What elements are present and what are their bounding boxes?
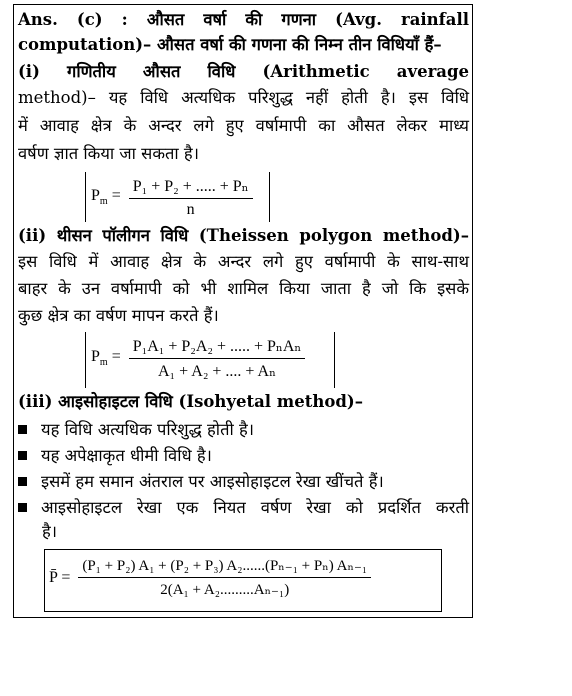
formula-numerator: P₁ + P₂ + ..... + Pₙ: [129, 176, 253, 199]
formula-lhs: P̄ =: [49, 568, 71, 586]
answer-heading: Ans. (c) : औसत वर्षा की गणना (Avg. rainfall: [18, 10, 469, 29]
method2-text-1: इस विधि में आवाह क्षेत्र के अन्दर लगे हुए वर्षामापी के साथ-साथ: [18, 252, 469, 271]
formula-lhs: $P_m$ =: [91, 348, 121, 369]
square-bullet-icon: [18, 503, 27, 512]
method2-heading: (ii) थीसन पॉलीगन विधि (Theissen polygon method)–: [18, 226, 469, 245]
method1-heading: (i) गणितीय औसत विधि (Arithmetic average: [18, 62, 469, 81]
square-bullet-icon: [18, 451, 27, 460]
formula-numerator: (P₁ + P₂) A₁ + (P₂ + P₃) A₂......(Pₙ₋₁ + Pₙ) Aₙ₋₁: [78, 556, 371, 578]
method3-heading: (iii) आइसोहाइटल विधि (Isohyetal method)–: [18, 392, 363, 411]
method2-text-2: बाहर के उन वर्षामापी को भी शामिल किया जाता है जो कि इसके: [18, 279, 469, 298]
method1-text-2: में आवाह क्षेत्र के अन्दर लगे हुए वर्षामापी का औसत लेकर माध्य: [18, 116, 469, 135]
arithmetic-formula: [85, 172, 270, 222]
bullet-item: इसमें हम समान अंतराल पर आइसोहाइटल रेखा खींचते हैं।: [18, 470, 469, 493]
bullet-item: आइसोहाइटल रेखा एक नियत वर्षण रेखा को प्रदर्शित करती: [18, 496, 469, 519]
bullet-item: यह विधि अत्यधिक परिशुद्ध होती है।: [18, 418, 469, 441]
bullet-item-continued: है।: [42, 522, 58, 541]
formula-numerator: P₁A₁ + P₂A₂ + ..... + PₙAₙ: [129, 336, 306, 359]
method1-text-3: वर्षण ज्ञात किया जा सकता है।: [18, 144, 199, 163]
square-bullet-icon: [18, 477, 27, 486]
square-bullet-icon: [18, 425, 27, 434]
answer-intro: computation)– औसत वर्षा की गणना की निम्न तीन विधियाँ हैं–: [18, 35, 442, 54]
theissen-formula: [85, 332, 335, 388]
formula-denominator: n: [186, 201, 195, 218]
isohyetal-formula: [44, 549, 442, 612]
method2-text-3: कुछ क्षेत्र का वर्षण मापन करते हैं।: [18, 306, 219, 325]
formula-lhs: $P_m$ =: [91, 187, 121, 208]
formula-denominator: 2(A₁ + A₂.........Aₙ₋₁): [160, 582, 290, 598]
method1-text-1: method)– यह विधि अत्यधिक परिशुद्ध नहीं होती है। इस विधि: [18, 88, 469, 107]
formula-denominator: A₁ + A₂ + .... + Aₙ: [157, 363, 277, 380]
bullet-item: यह अपेक्षाकृत धीमी विधि है।: [18, 444, 469, 467]
